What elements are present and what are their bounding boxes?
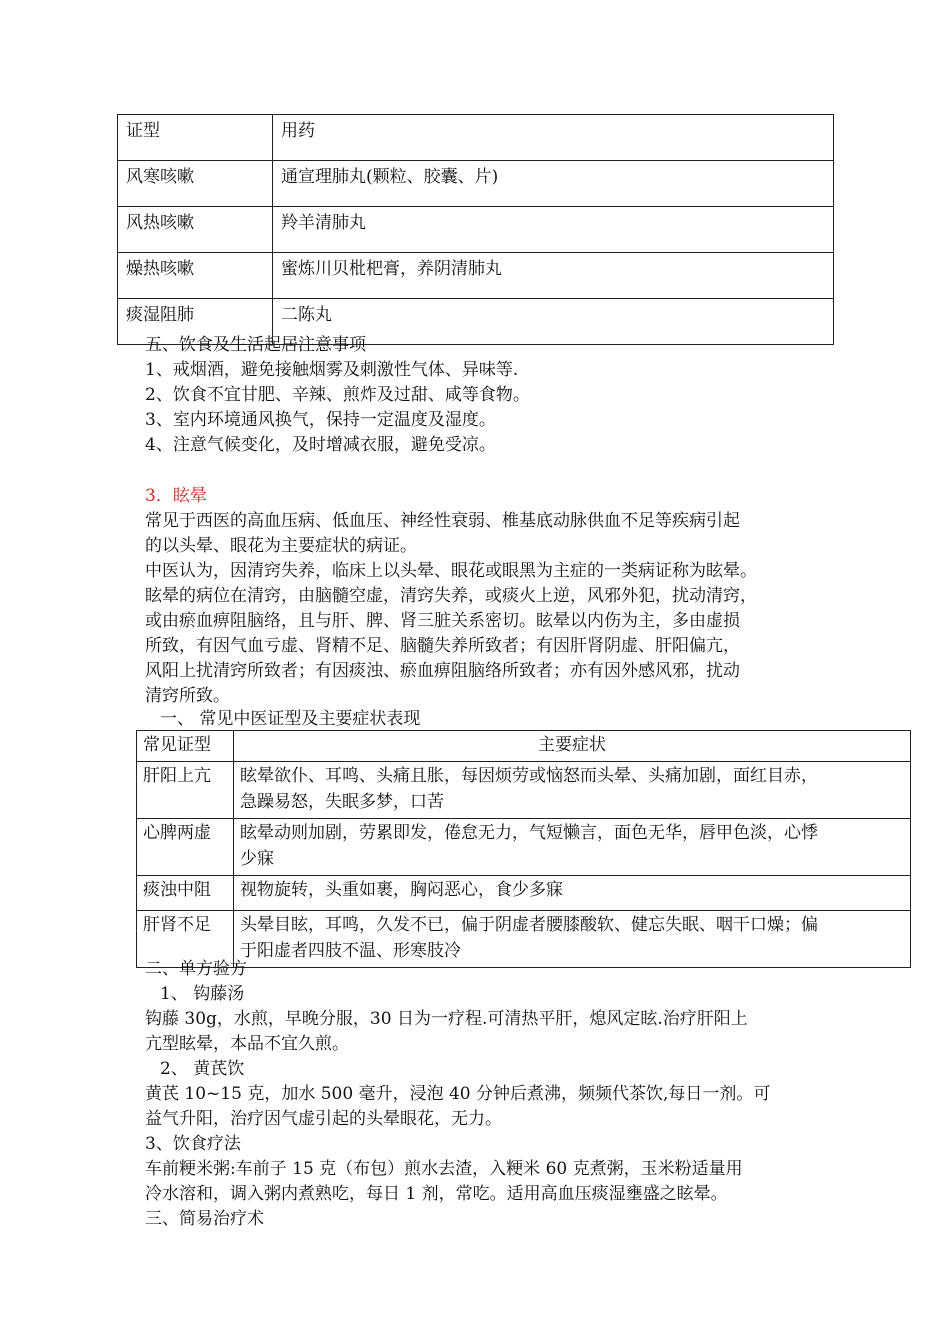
table-row: [118, 207, 834, 253]
table-cell: 蜜炼川贝枇杷膏，养阴清肺丸: [273, 253, 834, 299]
table-cell: 肝肾不足: [137, 911, 234, 968]
paragraph-line: 的以头晕、眼花为主要症状的病证。: [145, 536, 417, 556]
paragraph-line: 眩晕的病位在清窍，由脑髓空虚，清窍失养，或痰火上逆，风邪外犯，扰动清窍，: [145, 586, 757, 606]
table-cell: [234, 819, 911, 876]
recipe-title: 3、饮食疗法: [145, 1134, 241, 1154]
list-item: 4、注意气候变化，及时增减衣服，避免受凉。: [145, 435, 496, 455]
table-cell: [234, 911, 911, 968]
paragraph-line: 或由瘀血痹阻脑络，且与肝、脾、肾三脏关系密切。眩晕以内伤为主，多由虚损: [145, 611, 740, 631]
table-cell: 痰浊中阻: [137, 876, 234, 911]
list-item: 1、戒烟酒，避免接触烟雾及刺激性气体、异味等.: [145, 360, 519, 380]
table-cell: 心脾两虚: [137, 819, 234, 876]
paragraph-line: 益气升阳，治疗因气虚引起的头晕眼花，无力。: [145, 1109, 502, 1129]
symptom-line: 视物旋转，头重如裹，胸闷恶心，食少多寐: [240, 880, 563, 900]
table-cell: 通宣理肺丸(颗粒、胶囊、片): [273, 161, 834, 207]
header-cell: 主要症状: [234, 731, 911, 762]
header-cell: 证型: [118, 115, 273, 161]
table-cell: 羚羊清肺丸: [273, 207, 834, 253]
cough-medicine-table: [117, 114, 834, 345]
table-row: [137, 911, 911, 968]
paragraph-line: 所致，有因气血亏虚、肾精不足、脑髓失养所致者；有因肝肾阴虚、肝阳偏亢，: [145, 636, 740, 656]
table-cell: [234, 762, 911, 819]
paragraph-line: 黄芪 10~15 克，加水 500 毫升，浸泡 40 分钟后煮沸，频频代茶饮,每日一剂。可: [145, 1084, 771, 1104]
paragraph-line: 亢型眩晕，本品不宜久煎。: [145, 1034, 349, 1054]
table-header-row: [137, 731, 911, 762]
symptom-line: 于阳虚者四肢不温、形寒肢冷: [240, 941, 461, 961]
symptom-line: 头晕目眩，耳鸣，久发不已，偏于阴虚者腰膝酸软、健忘失眠、咽干口燥；偏: [240, 915, 818, 935]
paragraph-line: 钩藤 30g，水煎，早晚分服，30 日为一疗程.可清热平肝，熄风定眩.治疗肝阳上: [145, 1009, 748, 1029]
paragraph-line: 清窍所致。: [145, 686, 230, 706]
table-header-row: [118, 115, 834, 161]
syndrome-symptom-table: [136, 730, 911, 968]
table-row: [137, 819, 911, 876]
header-cell: 用药: [273, 115, 834, 161]
table-row: [118, 161, 834, 207]
symptom-line: 眩晕动则加剧，劳累即发，倦怠无力，气短懒言，面色无华，唇甲色淡，心悸: [240, 823, 818, 843]
symptom-line: 眩晕欲仆、耳鸣、头痛且胀，每因烦劳或恼怒而头晕、头痛加剧，面红目赤，: [240, 766, 818, 786]
symptom-line: 急躁易怒，失眠多梦，口苦: [240, 792, 444, 812]
section-heading: 三、简易治疗术: [145, 1209, 264, 1229]
section-heading: 二、单方验方: [145, 959, 247, 979]
paragraph-line: 中医认为，因清窍失养，临床上以头晕、眼花或眼黑为主症的一类病证称为眩晕。: [145, 561, 757, 581]
section-title: 3．眩晕: [145, 486, 207, 506]
table-cell: [234, 876, 911, 911]
list-item: 2、饮食不宜甘肥、辛辣、煎炸及过甜、咸等食物。: [145, 385, 530, 405]
table-cell: 燥热咳嗽: [118, 253, 273, 299]
symptom-line: 少寐: [240, 849, 274, 869]
section-heading: 五、饮食及生活起居注意事项: [145, 335, 366, 355]
paragraph-line: 常见于西医的高血压病、低血压、神经性衰弱、椎基底动脉供血不足等疾病引起: [145, 511, 740, 531]
table-cell: 风寒咳嗽: [118, 161, 273, 207]
recipe-title: 2、 黄芪饮: [160, 1059, 245, 1079]
table-cell: 二陈丸: [273, 299, 834, 345]
table-row: [118, 253, 834, 299]
table-cell: 肝阳上亢: [137, 762, 234, 819]
list-item: 3、室内环境通风换气，保持一定温度及湿度。: [145, 410, 496, 430]
recipe-title: 1、 钩藤汤: [160, 984, 245, 1004]
subsection-heading: 一、 常见中医证型及主要症状表现: [160, 709, 421, 729]
table-row: [137, 876, 911, 911]
paragraph-line: 冷水溶和，调入粥内煮熟吃，每日 1 剂，常吃。适用高血压痰湿壅盛之眩晕。: [145, 1184, 728, 1204]
table-row: [137, 762, 911, 819]
header-cell: 常见证型: [137, 731, 234, 762]
paragraph-line: 风阳上扰清窍所致者；有因痰浊、瘀血痹阻脑络所致者；亦有因外感风邪，扰动: [145, 661, 740, 681]
table-cell: 风热咳嗽: [118, 207, 273, 253]
paragraph-line: 车前粳米粥:车前子 15 克（布包）煎水去渣，入粳米 60 克煮粥，玉米粉适量用: [145, 1159, 743, 1179]
table-cell: 痰湿阻肺: [118, 299, 273, 345]
